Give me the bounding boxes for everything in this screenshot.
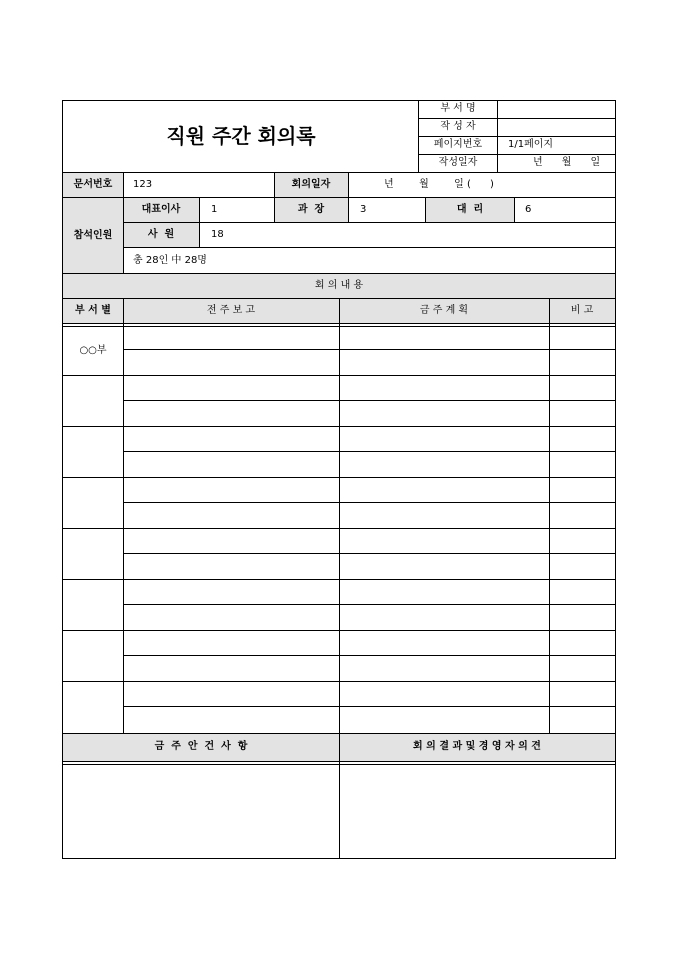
dept-name-label: 부 서 명 — [440, 103, 476, 114]
dept-column-header: 부 서 별 — [75, 305, 111, 316]
manager-label: 과 장 — [297, 204, 325, 215]
staff-value[interactable]: 18 — [211, 229, 224, 240]
ceo-value[interactable]: 1 — [211, 204, 218, 215]
asst-label: 대 리 — [456, 204, 484, 215]
author-label: 작 성 자 — [440, 121, 476, 132]
written-date-value[interactable]: 년 월 일 — [533, 157, 601, 168]
page-number-value[interactable]: 1/1페이지 — [508, 139, 554, 150]
manager-value[interactable]: 3 — [360, 204, 367, 215]
written-date-label: 작성일자 — [438, 157, 478, 168]
meeting-date-label: 회의일자 — [291, 179, 331, 190]
form-title: 직원 주간 회의록 — [166, 124, 316, 148]
agenda-title: 금 주 안 건 사 항 — [154, 741, 248, 752]
page-number-label: 페이지번호 — [433, 139, 483, 150]
this-week-column-header: 금 주 계 획 — [419, 305, 469, 316]
meeting-date-value[interactable]: 년 월 일 ( ) — [384, 179, 494, 190]
result-title: 회 의 결 과 및 경 영 자 의 견 — [413, 741, 541, 752]
doc-no-label: 문서번호 — [73, 179, 113, 190]
attendance-total: 총 28인 中 28명 — [133, 255, 207, 266]
dept-group-1: ○○부 — [79, 345, 107, 356]
last-week-column-header: 전 주 보 고 — [206, 305, 256, 316]
attendees-label: 참석인원 — [73, 230, 113, 241]
meeting-section-title: 회 의 내 용 — [314, 280, 364, 291]
staff-label: 사 원 — [147, 229, 175, 240]
doc-no-value[interactable]: 123 — [133, 179, 153, 190]
note-column-header: 비 고 — [570, 305, 594, 316]
asst-value[interactable]: 6 — [525, 204, 532, 215]
ceo-label: 대표이사 — [141, 204, 181, 215]
